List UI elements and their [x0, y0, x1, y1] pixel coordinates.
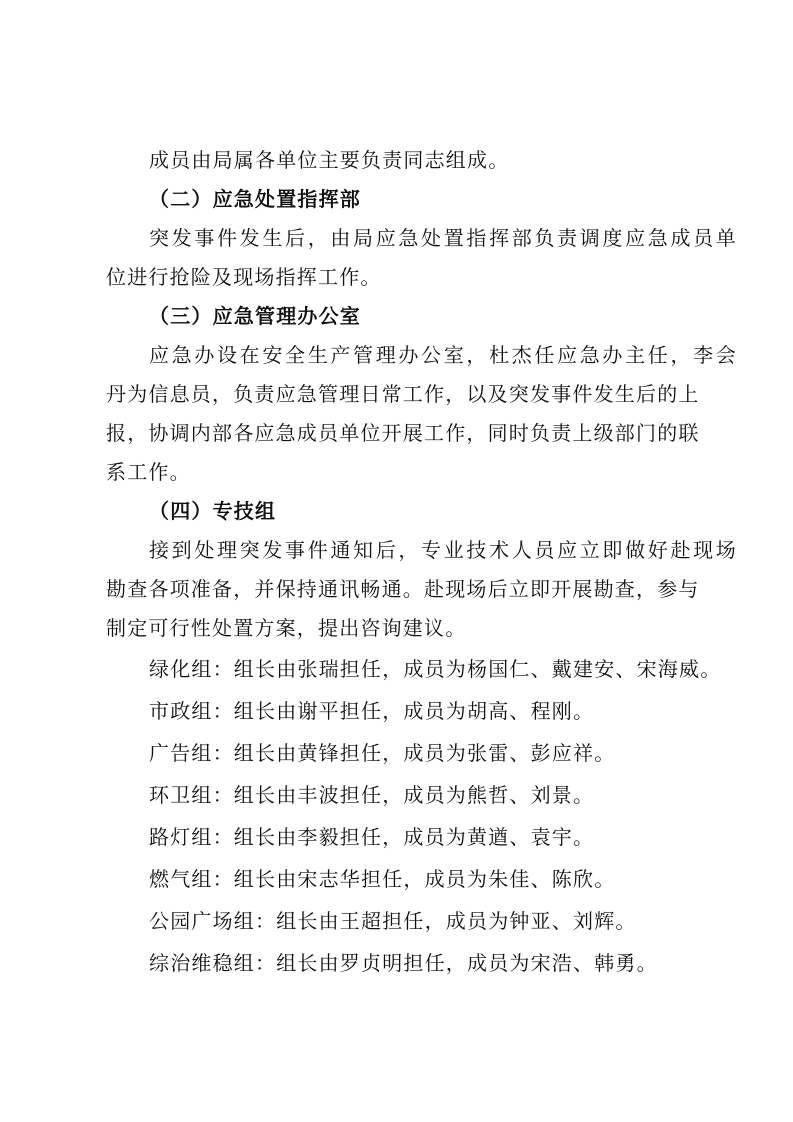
paragraph-line: 成员由局属各单位主要负责同志组成。	[149, 148, 510, 172]
group-member-line: 环卫组：组长由丰波担任，成员为熊哲、刘景。	[149, 783, 595, 807]
group-member-line: 综治维稳组：组长由罗贞明担任，成员为宋浩、韩勇。	[149, 951, 658, 975]
group-member-line: 公园广场组：组长由王超担任，成员为钟亚、刘辉。	[149, 909, 637, 933]
section-heading-technical: （四）专技组	[149, 499, 277, 523]
group-member-line: 路灯组：组长由李毅担任，成员为黄遒、袁宇。	[149, 825, 595, 849]
section-heading-office: （三）应急管理办公室	[149, 304, 361, 328]
paragraph-line: 位进行抢险及现场指挥工作。	[106, 265, 382, 289]
paragraph-line: 接到处理突发事件通知后，专业技术人员应立即做好赴现场	[149, 538, 737, 562]
paragraph-line: 报，协调内部各应急成员单位开展工作，同时负责上级部门的联	[106, 421, 700, 445]
group-member-line: 市政组：组长由谢平担任，成员为胡高、程刚。	[149, 699, 595, 723]
group-member-line: 广告组：组长由黄锋担任，成员为张雷、彭应祥。	[149, 741, 616, 765]
section-heading-command: （二）应急处置指挥部	[149, 187, 361, 211]
paragraph-line: 系工作。	[106, 460, 191, 484]
paragraph-line: 勘查各项准备，并保持通讯畅通。赴现场后立即开展勘查，参与	[106, 577, 700, 601]
paragraph-line: 应急办设在安全生产管理办公室，杜杰任应急办主任，李会	[149, 343, 737, 367]
paragraph-line: 制定可行性处置方案，提出咨询建议。	[106, 616, 467, 640]
document-body	[106, 141, 737, 984]
group-member-line: 绿化组：组长由张瑞担任，成员为杨国仁、戴建安、宋海威。	[149, 657, 722, 681]
paragraph-line: 突发事件发生后，由局应急处置指挥部负责调度应急成员单	[149, 226, 737, 250]
paragraph-line: 丹为信息员，负责应急管理日常工作，以及突发事件发生后的上	[106, 382, 700, 406]
group-member-line: 燃气组：组长由宋志华担任，成员为朱佳、陈欣。	[149, 867, 616, 891]
